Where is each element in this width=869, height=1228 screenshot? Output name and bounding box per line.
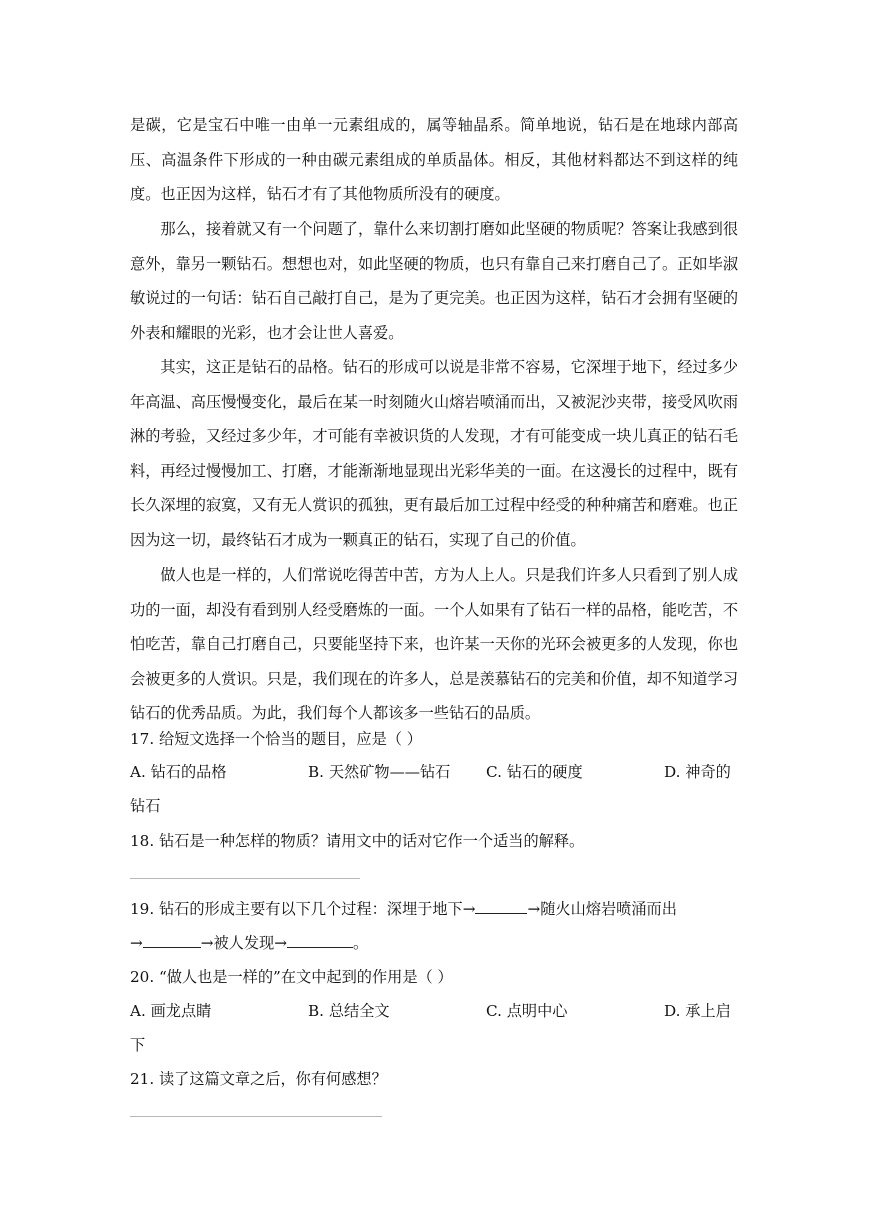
question-19-blank-2[interactable] [143,933,201,948]
question-17-option-a[interactable]: A. 钻石的品格 [130,763,227,781]
question-17-option-d[interactable]: D. 神奇的 [664,763,731,781]
question-17-option-b[interactable]: B. 天然矿物——钻石 [308,763,451,781]
question-19-line-1 [130,899,677,919]
question-20-option-d[interactable]: D. 承上启 [664,1002,731,1020]
question-19-blank-3[interactable] [287,933,353,948]
question-20-stem: 20. “做人也是一样的”在文中起到的作用是（ ） [130,968,453,986]
question-19-stem-mid: →随火山熔岩喷涌而出 [527,900,677,918]
question-18-answer-line[interactable] [130,878,360,879]
question-20-option-c[interactable]: C. 点明中心 [486,1002,568,1020]
question-20-option-a[interactable]: A. 画龙点睛 [130,1002,212,1020]
question-17-option-d-continued: 钻石 [130,797,161,815]
question-21-stem: 21. 读了这篇文章之后，你有何感想？ [130,1070,387,1088]
question-19-stem-end: 。 [352,934,369,952]
question-17-option-c[interactable]: C. 钻石的硬度 [486,763,583,781]
question-20-option-b[interactable]: B. 总结全文 [308,1002,390,1020]
question-21-answer-line[interactable] [130,1116,382,1117]
question-18-stem: 18. 钻石是一种怎样的物质？请用文中的话对它作一个适当的解释。 [130,832,585,850]
question-19-stem-line2-mid: →被人发现→ [200,934,287,952]
question-20-option-d-continued: 下 [130,1036,146,1054]
question-19-blank-1[interactable] [475,899,527,914]
question-19-line-2 [130,933,368,953]
passage-paragraph-2: 那么，接着就又有一个问题了，靠什么来切割打磨如此坚硬的物质呢？答案让我感到很意外，靠另一颗钻石。想想也对，如此坚硬的物质，也只有靠自己来打磨自己了。正如毕淑敏说过的一句话：钻石自己敲打自己，是为了更完美。也正因为这样，钻石才会拥有坚硬的外表和耀眼的光彩，也才会让世人喜爱。 [130,220,738,342]
passage-paragraph-4: 做人也是一样的，人们常说吃得苦中苦，方为人上人。只是我们许多人只看到了别人成功的一面，却没有看到别人经受磨炼的一面。一个人如果有了钻石一样的品格，能吃苦，不怕吃苦，靠自己打磨自己，只要能坚持下来，也许某一天你的光环会被更多的人发现，你也会被更多的人赏识。只是，我们现在的许多人，总是羡慕钻石的完美和价值，却不知道学习钻石的优秀品质。为此，我们每个人都该多一些钻石的品质。 [130,566,738,723]
question-19-arrow: → [130,934,143,952]
passage-paragraph-3: 其实，这正是钻石的品格。钻石的形成可以说是非常不容易，它深埋于地下，经过多少年高温、高压慢慢变化，最后在某一时刻随火山熔岩喷涌而出，又被泥沙夹带，接受风吹雨淋的考验，又经过多少年，才可能有幸被识货的人发现，才有可能变成一块儿真正的钻石毛料，再经过慢慢加工、打磨，才能渐渐地显现出光彩华美的一面。在这漫长的过程中，既有长久深埋的寂寞，又有无人赏识的孤独，更有最后加工过程中经受的种种痛苦和磨难。也正因为这一切，最终钻石才成为一颗真正的钻石，实现了自己的价值。 [130,358,738,549]
passage-paragraph-1: 是碳，它是宝石中唯一由单一元素组成的，属等轴晶系。简单地说，钻石是在地球内部高压、高温条件下形成的一种由碳元素组成的单质晶体。相反，其他材料都达不到这样的纯度。也正因为这样，钻石才有了其他物质所没有的硬度。 [130,116,738,204]
question-19-stem: 19. 钻石的形成主要有以下几个过程：深埋于地下→ [130,900,476,918]
question-17-stem: 17. 给短文选择一个恰当的题目，应是（ ） [130,730,422,748]
